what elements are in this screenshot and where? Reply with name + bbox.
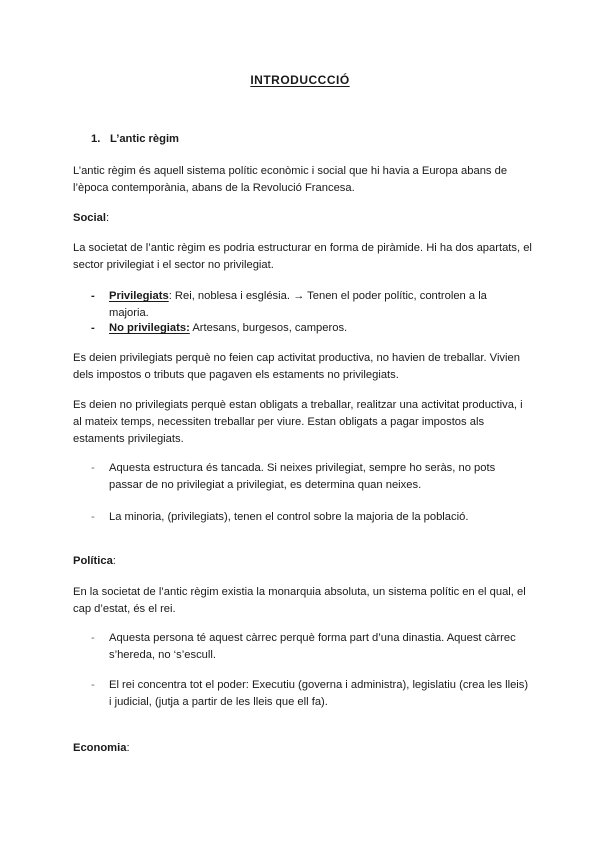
bullet-no-privilegiats	[109, 320, 529, 337]
section-number: 1.	[91, 133, 101, 145]
page-title: INTRODUCCCIÓ	[250, 73, 350, 87]
bullet-text: : Rei, noblesa i església. → Tenen el poder polític, controlen a la majoria.	[109, 290, 487, 319]
note-dash: -	[91, 679, 95, 691]
social-heading-line	[73, 210, 533, 227]
social-paragraph: La societat de l’antic règim es podria estructurar en forma de piràmide. Hi ha dos apartats, el sector privilegiat i el sector no privilegiat.	[73, 242, 532, 271]
bullet-dash: -	[91, 290, 95, 302]
note-dash: -	[91, 511, 95, 523]
bullet-label: No privilegiats:	[109, 322, 190, 334]
intro-paragraph: L’antic règim és aquell sistema polític econòmic i social que hi havia a Europa abans de l’època contemporània, abans de la Revolució Francesa.	[73, 165, 508, 194]
privilegiats-paragraph: Es deien privilegiats perquè no feien cap activitat productiva, no havien de treballar. Vivien dels impostos o tributs que pagaven els estaments no privilegiats.	[73, 352, 520, 381]
section-heading: L’antic règim	[110, 133, 180, 145]
note-dash: -	[91, 632, 95, 644]
bullet-text: Artesans, burgesos, camperos.	[189, 322, 348, 334]
politica-note: El rei concentra tot el poder: Executiu (governa i administra), legislatiu (crea les lleis) i judicial, (jutja a partir de les lleis que ell fa).	[109, 679, 529, 708]
politica-colon: :	[112, 555, 116, 567]
note-dash: -	[91, 462, 95, 474]
social-heading: Social	[73, 212, 106, 224]
bullet-privilegiats	[109, 288, 529, 322]
no-privilegiats-paragraph: Es deien no privilegiats perquè estan obligats a treballar, realitzar una activitat productiva, i al mateix temps, necessiten treballar per viure. Estan obligats a pagar impostos als estaments privilegiats.	[73, 399, 523, 445]
economia-heading: Economia	[73, 742, 127, 754]
social-note: La minoria, (privilegiats), tenen el control sobre la majoria de la població.	[109, 511, 469, 523]
politica-heading-line	[73, 553, 533, 570]
social-colon: :	[105, 212, 110, 224]
bullet-label: Privilegiats	[109, 290, 169, 302]
social-note: Aquesta estructura és tancada. Si neixes privilegiat, sempre ho seràs, no pots passar de no privilegiat a privilegiat, es determina quan neixes.	[109, 462, 496, 491]
politica-heading: Política	[73, 555, 113, 567]
politica-paragraph: En la societat de l’antic règim existia la monarquia absoluta, un sistema polític en el qual, el cap d’estat, és el rei.	[73, 586, 526, 615]
politica-note: Aquesta persona té aquest càrrec perquè forma part d’una dinastia. Aquest càrrec s’hereda, no ‘s’escull.	[109, 632, 516, 661]
economia-colon: :	[126, 742, 130, 754]
bullet-dash: -	[91, 322, 95, 334]
economia-heading-line	[73, 740, 533, 757]
